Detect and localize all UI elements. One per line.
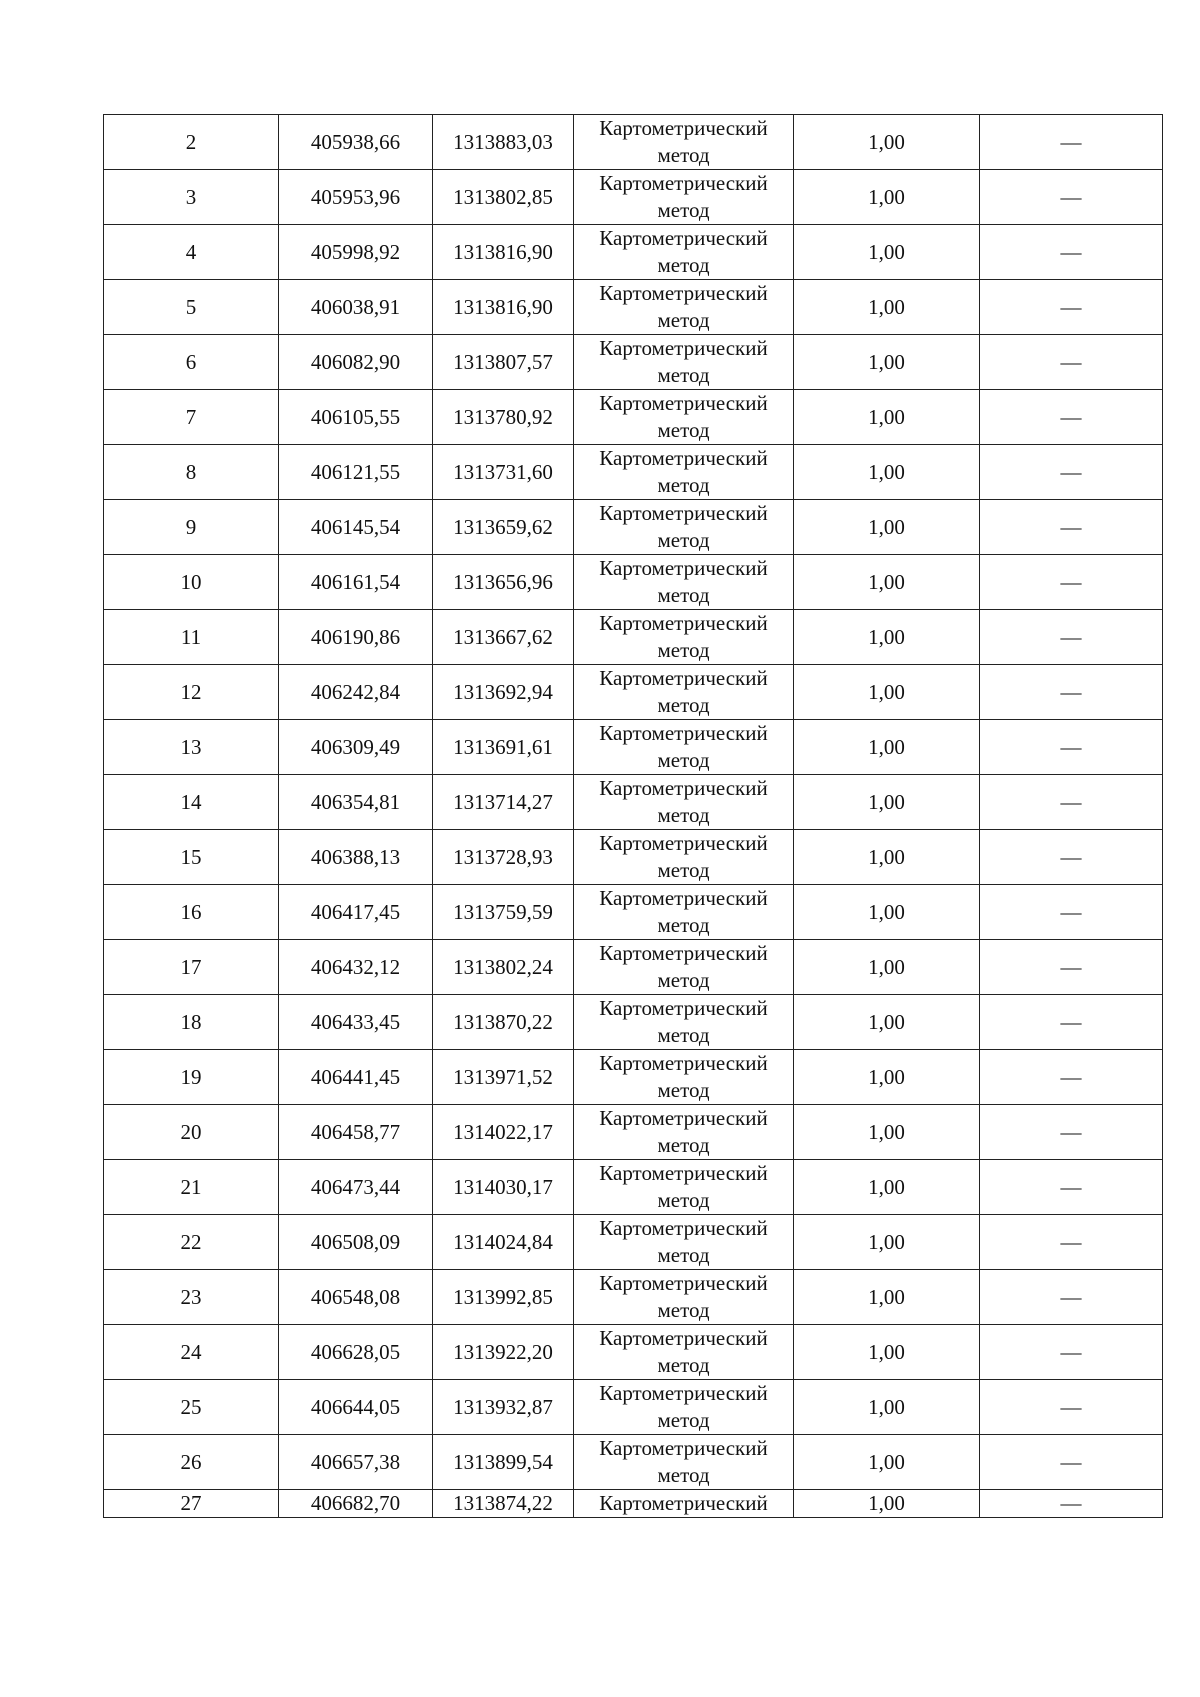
method-cell — [574, 995, 794, 1050]
x-coordinate-cell: 406309,49 — [279, 720, 433, 775]
method-line-1: Картометрический — [599, 1491, 768, 1515]
point-number-cell: 24 — [104, 1325, 279, 1380]
table-row — [104, 170, 1163, 225]
point-number-cell: 3 — [104, 170, 279, 225]
y-coordinate-cell: 1313992,85 — [433, 1270, 574, 1325]
accuracy-cell: 1,00 — [794, 390, 980, 445]
method-cell — [574, 1380, 794, 1435]
note-cell: — — [980, 720, 1163, 775]
x-coordinate-cell: 406433,45 — [279, 995, 433, 1050]
point-number-cell: 25 — [104, 1380, 279, 1435]
x-coordinate-cell: 406038,91 — [279, 280, 433, 335]
table-row — [104, 445, 1163, 500]
note-cell: — — [980, 335, 1163, 390]
table-row — [104, 1105, 1163, 1160]
point-number-cell: 16 — [104, 885, 279, 940]
x-coordinate-cell: 406473,44 — [279, 1160, 433, 1215]
method-line-1: Картометрический — [599, 1381, 768, 1405]
note-cell: — — [980, 390, 1163, 445]
method-cell — [574, 1105, 794, 1160]
table-row — [104, 995, 1163, 1050]
y-coordinate-cell: 1313802,24 — [433, 940, 574, 995]
accuracy-cell: 1,00 — [794, 1215, 980, 1270]
method-cell — [574, 1160, 794, 1215]
method-cell — [574, 500, 794, 555]
accuracy-cell: 1,00 — [794, 885, 980, 940]
method-line-2: метод — [657, 1298, 710, 1322]
note-cell: — — [980, 1380, 1163, 1435]
method-cell — [574, 610, 794, 665]
y-coordinate-cell: 1313759,59 — [433, 885, 574, 940]
y-coordinate-cell: 1313659,62 — [433, 500, 574, 555]
coordinates-table-body — [104, 115, 1163, 1518]
table-row — [104, 720, 1163, 775]
method-line-1: Картометрический — [599, 116, 768, 140]
x-coordinate-cell: 406082,90 — [279, 335, 433, 390]
note-cell: — — [980, 1105, 1163, 1160]
table-row — [104, 665, 1163, 720]
accuracy-cell: 1,00 — [794, 555, 980, 610]
note-cell: — — [980, 830, 1163, 885]
note-cell: — — [980, 1215, 1163, 1270]
point-number-cell: 5 — [104, 280, 279, 335]
table-row — [104, 555, 1163, 610]
method-line-1: Картометрический — [599, 336, 768, 360]
x-coordinate-cell: 406388,13 — [279, 830, 433, 885]
note-cell: — — [980, 995, 1163, 1050]
y-coordinate-cell: 1313780,92 — [433, 390, 574, 445]
note-cell: — — [980, 445, 1163, 500]
note-cell: — — [980, 1490, 1163, 1518]
method-cell — [574, 225, 794, 280]
point-number-cell: 26 — [104, 1435, 279, 1490]
method-line-2: метод — [657, 858, 710, 882]
x-coordinate-cell: 406161,54 — [279, 555, 433, 610]
accuracy-cell: 1,00 — [794, 1380, 980, 1435]
method-line-1: Картометрический — [599, 831, 768, 855]
note-cell: — — [980, 610, 1163, 665]
method-cell — [574, 665, 794, 720]
note-cell: — — [980, 1160, 1163, 1215]
y-coordinate-cell: 1313870,22 — [433, 995, 574, 1050]
method-cell — [574, 170, 794, 225]
table-row — [104, 885, 1163, 940]
method-line-1: Картометрический — [599, 776, 768, 800]
accuracy-cell: 1,00 — [794, 1050, 980, 1105]
method-line-1: Картометрический — [599, 886, 768, 910]
accuracy-cell: 1,00 — [794, 115, 980, 170]
x-coordinate-cell: 406354,81 — [279, 775, 433, 830]
y-coordinate-cell: 1313816,90 — [433, 280, 574, 335]
accuracy-cell: 1,00 — [794, 1160, 980, 1215]
method-cell — [574, 555, 794, 610]
x-coordinate-cell: 406628,05 — [279, 1325, 433, 1380]
accuracy-cell: 1,00 — [794, 280, 980, 335]
method-line-1: Картометрический — [599, 171, 768, 195]
y-coordinate-cell: 1313971,52 — [433, 1050, 574, 1105]
x-coordinate-cell: 406145,54 — [279, 500, 433, 555]
x-coordinate-cell: 406190,86 — [279, 610, 433, 665]
accuracy-cell: 1,00 — [794, 500, 980, 555]
table-row — [104, 280, 1163, 335]
method-cell — [574, 720, 794, 775]
method-line-1: Картометрический — [599, 996, 768, 1020]
method-cell — [574, 445, 794, 500]
note-cell: — — [980, 940, 1163, 995]
method-line-2: метод — [657, 968, 710, 992]
y-coordinate-cell: 1313714,27 — [433, 775, 574, 830]
note-cell: — — [980, 1270, 1163, 1325]
note-cell: — — [980, 885, 1163, 940]
method-line-1: Картометрический — [599, 666, 768, 690]
point-number-cell: 23 — [104, 1270, 279, 1325]
method-cell — [574, 885, 794, 940]
method-line-1: Картометрический — [599, 1271, 768, 1295]
x-coordinate-cell: 406441,45 — [279, 1050, 433, 1105]
method-line-2: метод — [657, 1353, 710, 1377]
point-number-cell: 2 — [104, 115, 279, 170]
point-number-cell: 27 — [104, 1490, 279, 1518]
point-number-cell: 8 — [104, 445, 279, 500]
point-number-cell: 13 — [104, 720, 279, 775]
method-line-2: метод — [657, 363, 710, 387]
note-cell: — — [980, 1050, 1163, 1105]
accuracy-cell: 1,00 — [794, 1325, 980, 1380]
method-line-1: Картометрический — [599, 1051, 768, 1075]
y-coordinate-cell: 1313899,54 — [433, 1435, 574, 1490]
method-line-2: метод — [657, 528, 710, 552]
method-line-1: Картометрический — [599, 1216, 768, 1240]
method-line-2: метод — [657, 1023, 710, 1047]
x-coordinate-cell: 405938,66 — [279, 115, 433, 170]
y-coordinate-cell: 1314024,84 — [433, 1215, 574, 1270]
x-coordinate-cell: 406548,08 — [279, 1270, 433, 1325]
table-row — [104, 1435, 1163, 1490]
y-coordinate-cell: 1313691,61 — [433, 720, 574, 775]
table-row — [104, 390, 1163, 445]
accuracy-cell: 1,00 — [794, 445, 980, 500]
method-cell — [574, 830, 794, 885]
table-row — [104, 1270, 1163, 1325]
y-coordinate-cell: 1313802,85 — [433, 170, 574, 225]
table-row — [104, 500, 1163, 555]
table-row — [104, 1490, 1163, 1518]
x-coordinate-cell: 406644,05 — [279, 1380, 433, 1435]
method-line-1: Картометрический — [599, 1436, 768, 1460]
x-coordinate-cell: 405953,96 — [279, 170, 433, 225]
method-line-2: метод — [657, 1408, 710, 1432]
point-number-cell: 21 — [104, 1160, 279, 1215]
method-cell — [574, 1325, 794, 1380]
method-line-2: метод — [657, 473, 710, 497]
x-coordinate-cell: 405998,92 — [279, 225, 433, 280]
method-line-2: метод — [657, 803, 710, 827]
method-line-2: метод — [657, 583, 710, 607]
method-line-2: метод — [657, 913, 710, 937]
method-line-1: Картометрический — [599, 556, 768, 580]
method-cell — [574, 1050, 794, 1105]
table-row — [104, 610, 1163, 665]
method-line-2: метод — [657, 1133, 710, 1157]
method-line-2: метод — [657, 1463, 710, 1487]
method-line-1: Картометрический — [599, 501, 768, 525]
y-coordinate-cell: 1313883,03 — [433, 115, 574, 170]
accuracy-cell: 1,00 — [794, 335, 980, 390]
x-coordinate-cell: 406105,55 — [279, 390, 433, 445]
accuracy-cell: 1,00 — [794, 775, 980, 830]
point-number-cell: 11 — [104, 610, 279, 665]
method-line-2: метод — [657, 1243, 710, 1267]
point-number-cell: 19 — [104, 1050, 279, 1105]
method-line-1: Картометрический — [599, 281, 768, 305]
table-row — [104, 335, 1163, 390]
x-coordinate-cell: 406682,70 — [279, 1490, 433, 1518]
y-coordinate-cell: 1313932,87 — [433, 1380, 574, 1435]
note-cell: — — [980, 775, 1163, 830]
point-number-cell: 15 — [104, 830, 279, 885]
method-line-1: Картометрический — [599, 226, 768, 250]
method-line-1: Картометрический — [599, 391, 768, 415]
method-cell — [574, 775, 794, 830]
note-cell: — — [980, 170, 1163, 225]
accuracy-cell: 1,00 — [794, 1435, 980, 1490]
accuracy-cell: 1,00 — [794, 720, 980, 775]
accuracy-cell: 1,00 — [794, 225, 980, 280]
table-row — [104, 1215, 1163, 1270]
method-line-2: метод — [657, 143, 710, 167]
y-coordinate-cell: 1313731,60 — [433, 445, 574, 500]
x-coordinate-cell: 406121,55 — [279, 445, 433, 500]
table-row — [104, 1160, 1163, 1215]
method-line-2: метод — [657, 1078, 710, 1102]
x-coordinate-cell: 406657,38 — [279, 1435, 433, 1490]
y-coordinate-cell: 1313667,62 — [433, 610, 574, 665]
method-cell — [574, 1215, 794, 1270]
table-row — [104, 1325, 1163, 1380]
method-line-2: метод — [657, 308, 710, 332]
method-line-1: Картометрический — [599, 721, 768, 745]
x-coordinate-cell: 406458,77 — [279, 1105, 433, 1160]
accuracy-cell: 1,00 — [794, 170, 980, 225]
x-coordinate-cell: 406432,12 — [279, 940, 433, 995]
method-line-1: Картометрический — [599, 1161, 768, 1185]
accuracy-cell: 1,00 — [794, 610, 980, 665]
y-coordinate-cell: 1313807,57 — [433, 335, 574, 390]
y-coordinate-cell: 1313922,20 — [433, 1325, 574, 1380]
method-line-1: Картометрический — [599, 941, 768, 965]
y-coordinate-cell: 1313728,93 — [433, 830, 574, 885]
accuracy-cell: 1,00 — [794, 665, 980, 720]
method-line-2: метод — [657, 418, 710, 442]
note-cell: — — [980, 1325, 1163, 1380]
y-coordinate-cell: 1313656,96 — [433, 555, 574, 610]
method-cell — [574, 1270, 794, 1325]
method-line-2: метод — [657, 198, 710, 222]
table-row — [104, 1380, 1163, 1435]
method-cell — [574, 1435, 794, 1490]
point-number-cell: 22 — [104, 1215, 279, 1270]
note-cell: — — [980, 280, 1163, 335]
accuracy-cell: 1,00 — [794, 1490, 980, 1518]
note-cell: — — [980, 115, 1163, 170]
note-cell: — — [980, 1435, 1163, 1490]
accuracy-cell: 1,00 — [794, 830, 980, 885]
point-number-cell: 4 — [104, 225, 279, 280]
y-coordinate-cell: 1313692,94 — [433, 665, 574, 720]
method-line-1: Картометрический — [599, 446, 768, 470]
point-number-cell: 20 — [104, 1105, 279, 1160]
accuracy-cell: 1,00 — [794, 940, 980, 995]
method-line-2: метод — [657, 1188, 710, 1212]
method-line-1: Картометрический — [599, 1326, 768, 1350]
point-number-cell: 17 — [104, 940, 279, 995]
method-cell — [574, 1490, 794, 1518]
x-coordinate-cell: 406417,45 — [279, 885, 433, 940]
method-line-1: Картометрический — [599, 611, 768, 635]
table-row — [104, 830, 1163, 885]
method-line-2: метод — [657, 253, 710, 277]
method-line-2: метод — [657, 748, 710, 772]
table-row — [104, 115, 1163, 170]
note-cell: — — [980, 555, 1163, 610]
x-coordinate-cell: 406508,09 — [279, 1215, 433, 1270]
accuracy-cell: 1,00 — [794, 995, 980, 1050]
method-cell — [574, 940, 794, 995]
accuracy-cell: 1,00 — [794, 1270, 980, 1325]
point-number-cell: 9 — [104, 500, 279, 555]
point-number-cell: 7 — [104, 390, 279, 445]
table-row — [104, 225, 1163, 280]
method-line-1: Картометрический — [599, 1106, 768, 1130]
x-coordinate-cell: 406242,84 — [279, 665, 433, 720]
y-coordinate-cell: 1313874,22 — [433, 1490, 574, 1518]
point-number-cell: 18 — [104, 995, 279, 1050]
table-row — [104, 1050, 1163, 1105]
y-coordinate-cell: 1313816,90 — [433, 225, 574, 280]
coordinates-table — [103, 114, 1163, 1518]
point-number-cell: 14 — [104, 775, 279, 830]
method-cell — [574, 335, 794, 390]
y-coordinate-cell: 1314030,17 — [433, 1160, 574, 1215]
method-line-2: метод — [657, 638, 710, 662]
method-line-2: метод — [657, 693, 710, 717]
note-cell: — — [980, 500, 1163, 555]
point-number-cell: 12 — [104, 665, 279, 720]
accuracy-cell: 1,00 — [794, 1105, 980, 1160]
note-cell: — — [980, 225, 1163, 280]
method-cell — [574, 115, 794, 170]
point-number-cell: 10 — [104, 555, 279, 610]
point-number-cell: 6 — [104, 335, 279, 390]
y-coordinate-cell: 1314022,17 — [433, 1105, 574, 1160]
table-row — [104, 940, 1163, 995]
note-cell: — — [980, 665, 1163, 720]
method-cell — [574, 390, 794, 445]
method-cell — [574, 280, 794, 335]
table-row — [104, 775, 1163, 830]
